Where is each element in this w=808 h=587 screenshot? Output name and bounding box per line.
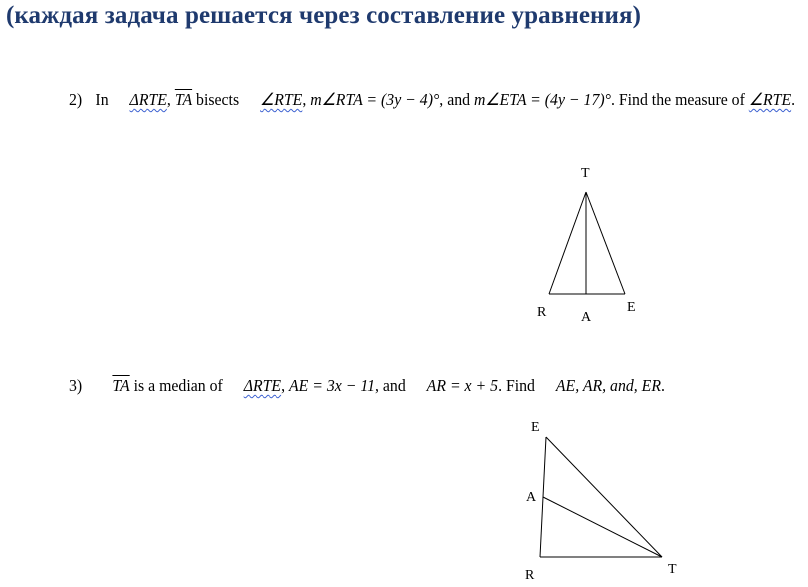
angle-measure-2: m∠ETA = (4y − 17)°	[473, 90, 611, 109]
separator: ,	[281, 376, 286, 395]
vertex-label-r: R	[525, 568, 535, 583]
expression-ae: AE = 3x − 11	[288, 376, 376, 395]
targets: AE, AR, and, ER	[555, 376, 661, 395]
verb: bisects	[196, 90, 240, 109]
point-label-a: A	[581, 310, 592, 325]
triangle-name: ΔRTE	[129, 90, 167, 109]
target-angle: ∠RTE	[748, 90, 792, 109]
question: . Find the measure of	[610, 90, 745, 109]
vertex-label-e: E	[627, 300, 636, 315]
problem-2-statement: 2) In ΔRTE, $\overline{TA}$ bisects ∠RTE, m∠RTA = (3y − 4)°, and m∠ETA = (4y − 17)°. Find the measure of ∠RTE.	[69, 90, 796, 109]
problem-lead: In	[95, 90, 109, 109]
point-label-a: A	[526, 490, 537, 505]
separator: ,	[166, 90, 171, 109]
conjunction: , and	[439, 90, 471, 109]
problem-number: 2)	[69, 90, 83, 109]
conjunction: , and	[375, 376, 406, 395]
instruction-header: (каждая задача решается через составление уравнения)	[6, 2, 642, 29]
period: .	[791, 90, 796, 109]
vertex-label-r: R	[537, 305, 547, 320]
triangle-name: ΔRTE	[243, 376, 282, 395]
problem-number: 3)	[69, 376, 83, 395]
vertex-label-t: T	[581, 166, 590, 181]
vertex-label-t: T	[668, 562, 677, 577]
segment-name: $\overline{TA}$	[174, 90, 193, 109]
expression-ar: AR = x + 5	[426, 376, 499, 395]
period: .	[660, 376, 665, 395]
median-ta	[543, 497, 662, 557]
segment-name: $\overline{TA}$	[112, 376, 130, 395]
side-et	[546, 437, 662, 557]
find-text: . Find	[498, 376, 535, 395]
angle-name: ∠RTE	[260, 90, 303, 109]
statement-text: is a median of	[133, 376, 223, 395]
angle-measure-1: m∠RTA = (3y − 4)°	[310, 90, 440, 109]
vertex-label-e: E	[531, 420, 540, 435]
